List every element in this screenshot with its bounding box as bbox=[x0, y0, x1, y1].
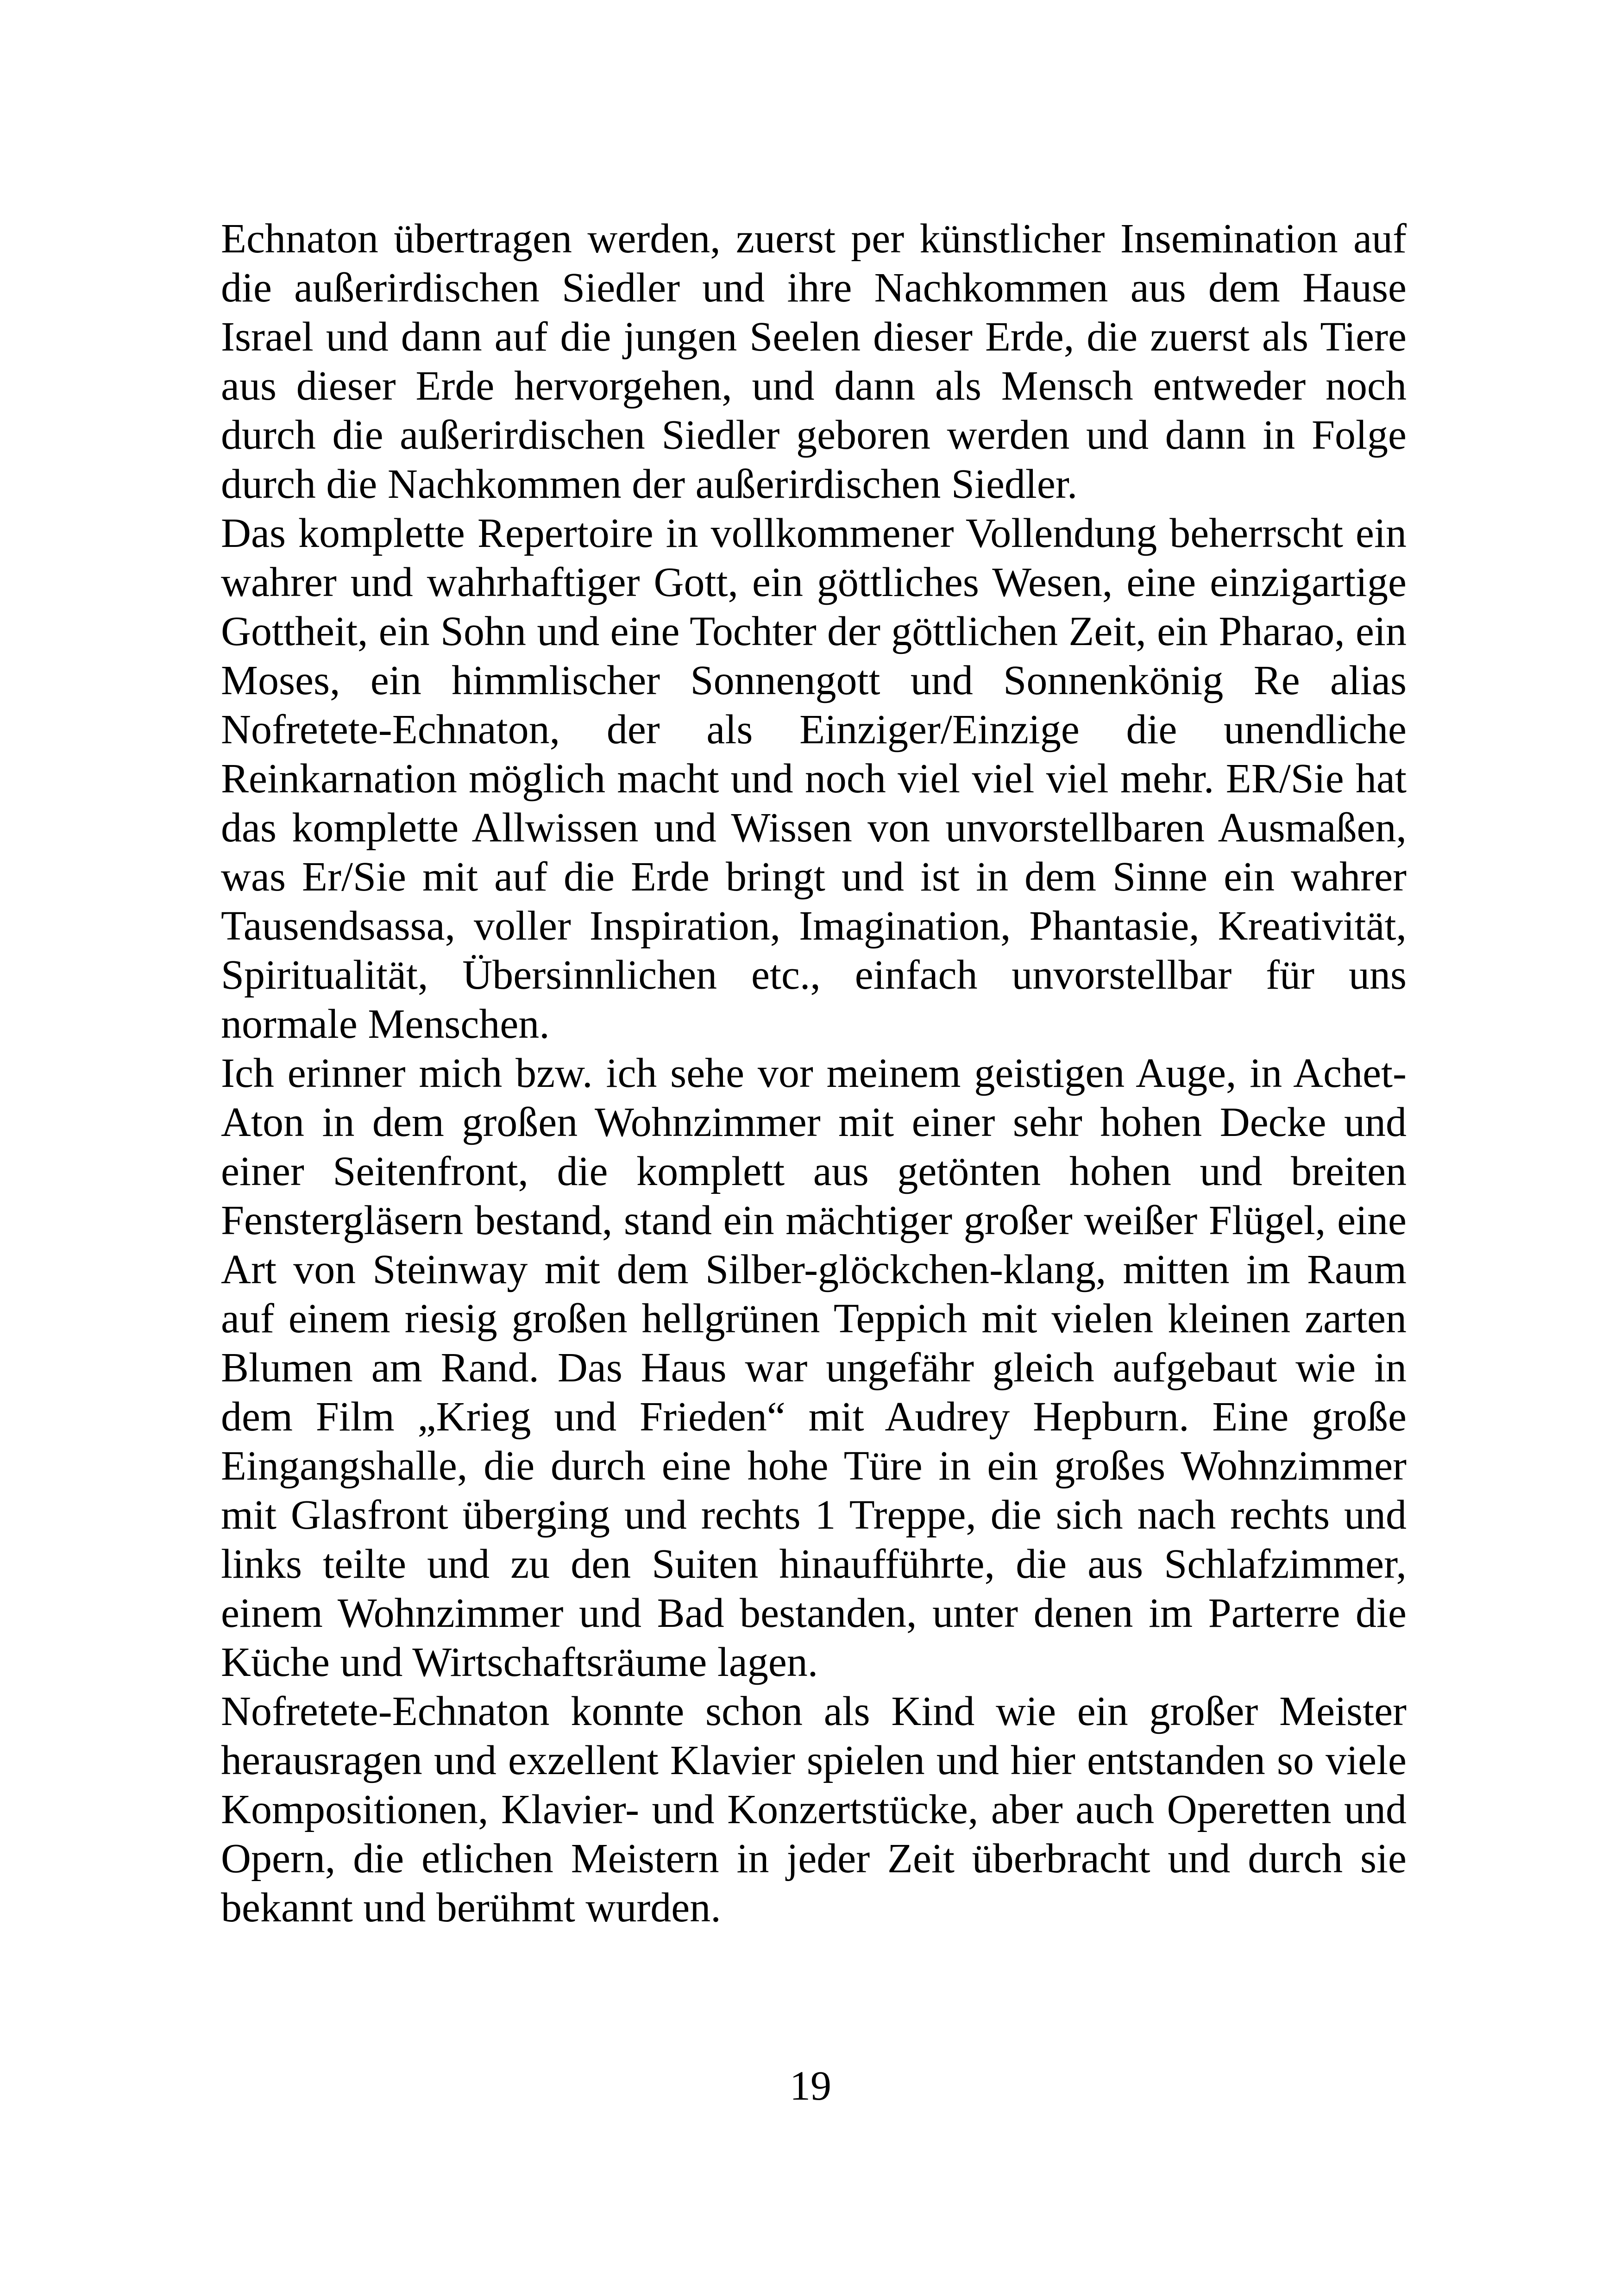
paragraph-4: Nofretete-Echnaton konnte schon als Kind wie ein großer Meister herausragen und exzellent Klavier spielen und hier entstanden so viele Kompositionen, Klavier- und Konzertstücke, aber auch Operetten und Opern, die etlichen Meistern in jeder Zeit überbracht und durch sie bekannt und berühmt wurden. bbox=[221, 1688, 1407, 1931]
body-text bbox=[221, 214, 1407, 1932]
paragraph-3: Ich erinner mich bzw. ich sehe vor meinem geistigen Auge, in Achet-Aton in dem großen Wohnzimmer mit einer sehr hohen Decke und einer Seitenfront, die komplett aus getönten hohen und breiten Fenstergläsern bestand, stand ein mächtiger großer weißer Flügel, eine Art von Steinway mit dem Silber-glöckchen-klang, mitten im Raum auf einem riesig großen hellgrünen Teppich mit vielen kleinen zarten Blumen am Rand. Das Haus war ungefähr gleich aufgebaut wie in dem Film „Krieg und Frieden“ mit Audrey Hepburn. Eine große Eingangshalle, die durch eine hohe Türe in ein großes Wohnzimmer mit Glasfront überging und rechts 1 Treppe, die sich nach rechts und links teilte und zu den Suiten hinaufführte, die aus Schlafzimmer, einem Wohnzimmer und Bad bestanden, unter denen im Parterre die Küche und Wirtschaftsräume lagen. bbox=[221, 1050, 1407, 1685]
paragraph-2: Das komplette Repertoire in vollkommener Vollendung beherrscht ein wahrer und wahrhaftiger Gott, ein göttliches Wesen, eine einzigartige Gottheit, ein Sohn und eine Tochter der göttlichen Zeit, ein Pharao, ein Moses, ein himmlischer Sonnengott und Sonnenkönig Re alias Nofretete-Echnaton, der als Einziger/Einzige die unendliche Reinkarnation möglich macht und noch viel viel viel mehr. ER/Sie hat das komplette Allwissen und Wissen von unvorstellbaren Ausmaßen, was Er/Sie mit auf die Erde bringt und ist in dem Sinne ein wahrer Tausendsassa, voller Inspiration, Imagination, Phantasie, Kreativität, Spiritualität, Übersinnlichen etc., einfach unvorstellbar für uns normale Menschen. bbox=[221, 510, 1407, 1047]
paragraph-1: Echnaton übertragen werden, zuerst per künstlicher Insemination auf die außerirdischen Siedler und ihre Nachkommen aus dem Hause Israel und dann auf die jungen Seelen dieser Erde, die zuerst als Tiere aus dieser Erde hervorgehen, und dann als Mensch entweder noch durch die außerirdischen Siedler geboren werden und dann in Folge durch die Nachkommen der außerirdischen Siedler. bbox=[221, 216, 1407, 507]
page-number: 19 bbox=[790, 2063, 831, 2109]
